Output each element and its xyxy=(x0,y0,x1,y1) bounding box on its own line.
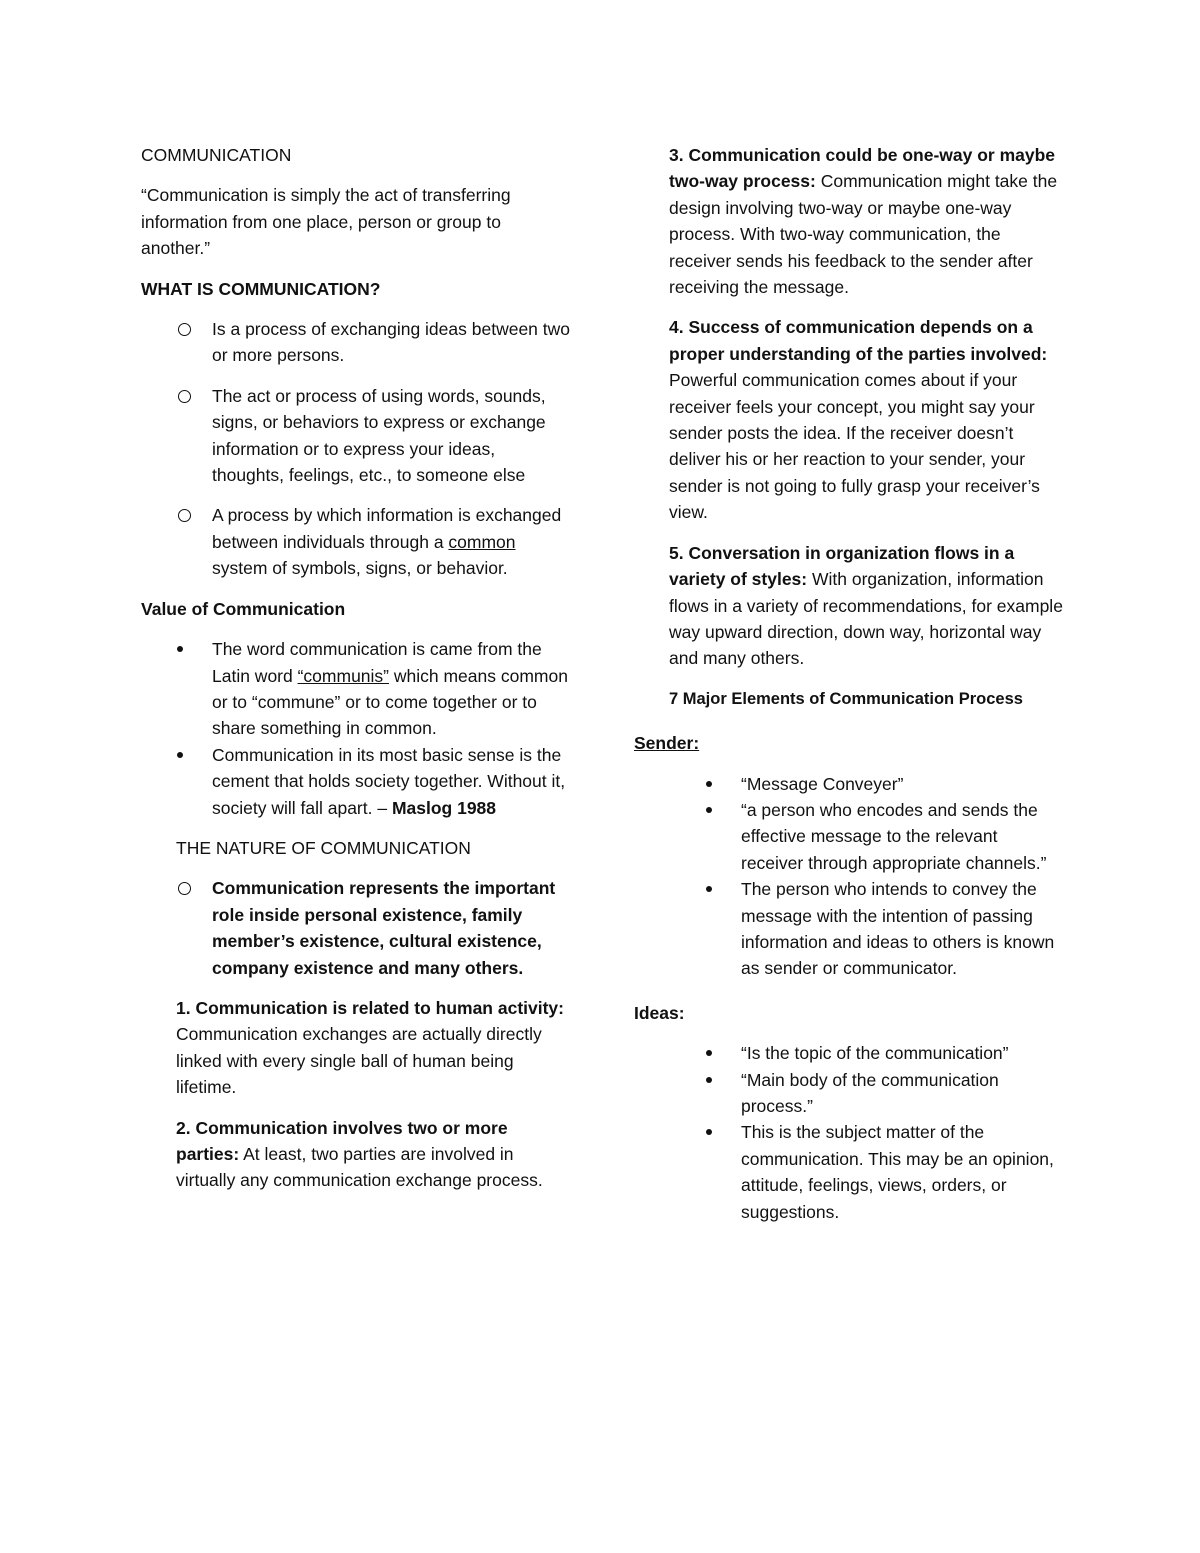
right-column xyxy=(634,142,1064,1225)
sender-heading: Sender: xyxy=(634,733,700,754)
circle-bullet-icon xyxy=(178,509,191,522)
list-item: Communication represents the important role inside personal existence, family member’s existence, cultural existence, company existence and many others. xyxy=(141,875,571,981)
circle-bullet-icon xyxy=(178,390,191,403)
point-paragraph: 1. Communication is related to human activity: Communication exchanges are actually directly linked with every single ball of human being lifetime. xyxy=(176,997,564,1098)
bullet-dot-icon xyxy=(706,1050,712,1056)
left-column xyxy=(141,142,571,1194)
list-item: A process by which information is exchanged between individuals through a common system of symbols, signs, or behavior. xyxy=(141,502,571,581)
list-item: Is a process of exchanging ideas between two or more persons. xyxy=(141,316,571,369)
list-item: Communication in its most basic sense is the cement that holds society together. Without it, society will fall apart. – Maslog 1988 xyxy=(141,742,571,821)
bullet-dot-icon xyxy=(706,886,712,892)
doc-title: COMMUNICATION xyxy=(141,145,292,165)
bullet-dot-icon xyxy=(706,807,712,813)
what-heading: WHAT IS COMMUNICATION? xyxy=(141,278,381,299)
point-paragraph: 4. Success of communication depends on a proper understanding of the parties involved: Powerful communication comes about if your receiver feels your concept, you might say your sender posts the idea. If the receiver doesn’t deliver his or her reaction to your sender, your sender is not going to fully grasp your receiver’s view. xyxy=(669,317,1048,523)
bullet-dot-icon xyxy=(177,752,183,758)
circle-bullet-icon xyxy=(178,882,191,895)
list-item: The word communication is came from the Latin word “communis” which means common or to “commune” or to come together or to share something in common. xyxy=(141,636,571,742)
point-paragraph: 2. Communication involves two or more parties: At least, two parties are involved in virtually any communication exchange process. xyxy=(176,1117,543,1191)
definition-quote: “Communication is simply the act of transferring information from one place, person or group to another.” xyxy=(141,185,511,259)
list-item: “Message Conveyer” xyxy=(634,771,1064,797)
list-item: “a person who encodes and sends the effective message to the relevant receiver through appropriate channels.” xyxy=(634,797,1064,876)
nature-heading: THE NATURE OF COMMUNICATION xyxy=(176,837,471,858)
list-item: “Main body of the communication process.” xyxy=(634,1067,1064,1120)
bullet-dot-icon xyxy=(706,1129,712,1135)
bullet-dot-icon xyxy=(177,646,183,652)
bullet-dot-icon xyxy=(706,1077,712,1083)
point-paragraph: 3. Communication could be one-way or maybe two-way process: Communication might take the design involving two-way or maybe one-way process. With two-way communication, the receiver sends his feedback to the sender after receiving the message. xyxy=(669,145,1058,298)
list-item: “Is the topic of the communication” xyxy=(634,1040,1064,1066)
ideas-heading: Ideas: xyxy=(634,1002,685,1023)
list-item: This is the subject matter of the communication. This may be an opinion, attitude, feelings, views, orders, or suggestions. xyxy=(634,1119,1064,1225)
list-item: The act or process of using words, sounds, signs, or behaviors to express or exchange information or to express your ideas, thoughts, feelings, etc., to someone else xyxy=(141,383,571,489)
point-paragraph: 5. Conversation in organization flows in a variety of styles: With organization, information flows in a variety of recommendations, for example way upward direction, down way, horizontal way and many others. xyxy=(669,542,1063,669)
elements-heading: 7 Major Elements of Communication Process xyxy=(669,689,1023,708)
circle-bullet-icon xyxy=(178,323,191,336)
list-item: The person who intends to convey the message with the intention of passing information and ideas to others is known as sender or communicator. xyxy=(634,876,1064,982)
value-heading: Value of Communication xyxy=(141,598,346,619)
bullet-dot-icon xyxy=(706,781,712,787)
